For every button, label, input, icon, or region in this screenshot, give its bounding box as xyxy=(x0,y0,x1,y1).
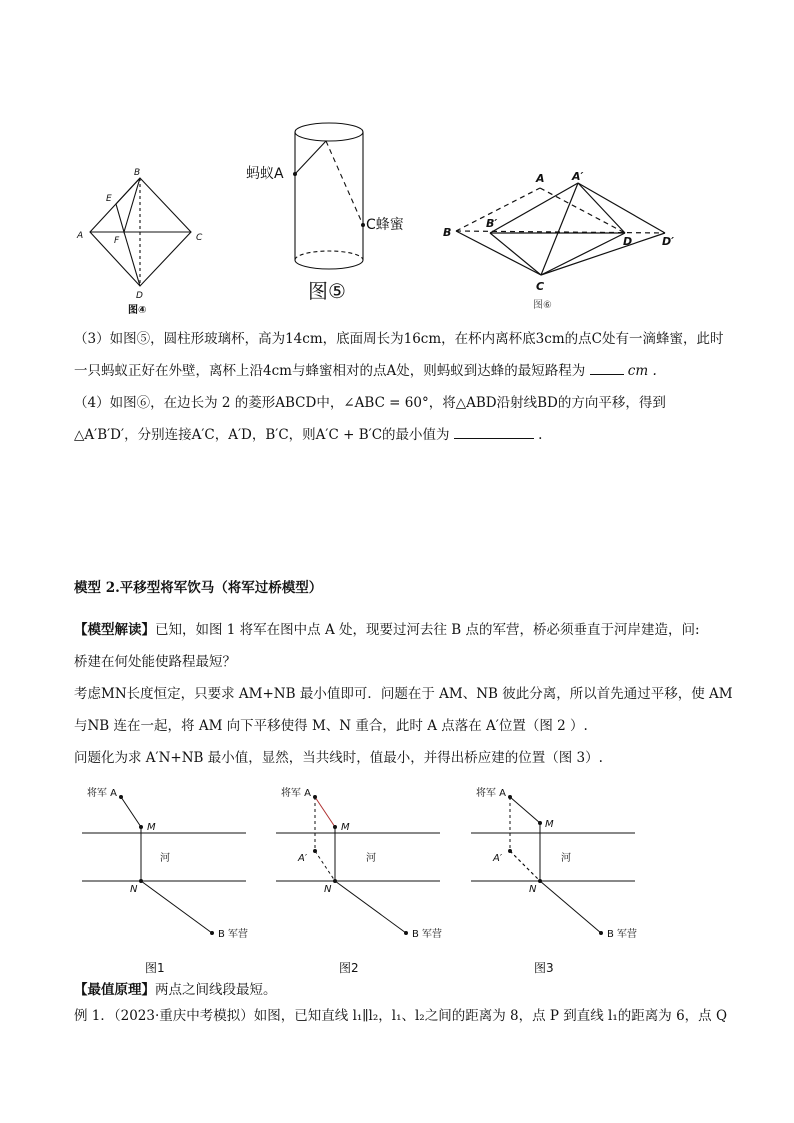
bridge-figure-1 xyxy=(82,786,248,975)
problem-4-text: △A′B′D′，分别连接A′C，A′D，B′C，则A′C + B′C的最小值为 xyxy=(74,427,450,443)
fig1-m: M xyxy=(147,822,156,833)
model-para3-line-1: 问题化为求 A′N+NB 最小值，显然，当共线时，值最小，并得出桥应建的位置（图 3）. xyxy=(74,750,603,766)
fig3-river: 河 xyxy=(561,853,571,864)
fig6-label-b: B xyxy=(443,226,452,239)
fig3-m: M xyxy=(545,819,554,830)
fig6-caption: 图⑥ xyxy=(533,300,552,311)
problem-4-end: . xyxy=(538,427,543,443)
model-2-heading: 模型 2.平移型将军饮马（将军过桥模型） xyxy=(74,580,323,596)
fig4-caption: 图④ xyxy=(128,305,147,316)
fig4-label-f: F xyxy=(114,236,120,246)
fig5-ant-label: 蚂蚁A xyxy=(246,166,284,182)
problem-3-line-1: （3）如图⑤，圆柱形玻璃杯，高为14cm，底面周长为16cm，在杯内离杯底3cm的点C处有一滴蜂蜜，此时 xyxy=(74,331,724,347)
fig2-caption: 图2 xyxy=(339,961,359,975)
fig4-label-e: E xyxy=(106,194,112,204)
problem-3-unit: cm . xyxy=(627,363,657,379)
fig2-river: 河 xyxy=(366,853,376,864)
fig1-camp: B 军营 xyxy=(218,929,249,940)
fig4-label-d: D xyxy=(136,291,143,301)
example-1-line: 例 1．（2023·重庆中考模拟）如图，已知直线 l₁∥l₂，l₁、l₂之间的距离为 8，点 P 到直线 l₁的距离为 6，点 Q xyxy=(74,1008,728,1024)
top-figures xyxy=(0,0,794,330)
fig6-label-a1: A′ xyxy=(572,170,584,183)
answer-blank-4[interactable] xyxy=(454,424,534,439)
fig2-m: M xyxy=(341,822,350,833)
model-para2-line-1: 考虑MN长度恒定，只要求 AM+NB 最小值即可．问题在于 AM、NB 彼此分离，所以首先通过平移，使 AM xyxy=(74,686,733,702)
fig5-honey-label: C蜂蜜 xyxy=(366,217,404,233)
fig2-camp: B 军营 xyxy=(412,929,443,940)
fig2-a-prime: A′ xyxy=(298,853,308,864)
fig3-n: N xyxy=(529,884,537,895)
model-reading-label: 【模型解读】 xyxy=(74,622,155,638)
fig3-a-prime: A′ xyxy=(493,853,503,864)
bridge-figure-2 xyxy=(276,786,442,975)
model-reading-text: 已知，如图 1 将军在图中点 A 处，现要过河去往 B 点的军营，桥必须垂直于河岸建造，问: xyxy=(155,622,700,638)
problem-3-text: 一只蚂蚁正好在外壁，离杯上沿4cm与蜂蜜相对的点A处，则蚂蚁到达蜂的最短路程为 xyxy=(74,363,586,379)
problem-3-line-2 xyxy=(74,355,734,387)
bridge-figures xyxy=(0,780,794,980)
fig4-label-b: B xyxy=(134,168,141,178)
fig6-label-a: A xyxy=(536,172,545,185)
fig6-label-c: C xyxy=(536,280,545,293)
fig1-n: N xyxy=(130,884,138,895)
model-para2-line-2: 与NB 连在一起，将 AM 向下平移使得 M、N 重合，此时 A 点落在 A′位置（图 2 ）. xyxy=(74,718,588,734)
fig3-general: 将军 A xyxy=(476,788,507,799)
bridge-figure-3 xyxy=(471,786,637,975)
fig1-general: 将军 A xyxy=(87,788,118,799)
fig3-caption: 图3 xyxy=(534,961,554,975)
model-reading-line-2: 桥建在何处能使路程最短？ xyxy=(74,654,236,670)
fig6-label-d: D xyxy=(623,235,633,248)
fig1-river: 河 xyxy=(160,853,170,864)
fig5-caption: 图⑤ xyxy=(308,279,346,303)
fig4-label-c: C xyxy=(196,233,203,243)
problem-4-line-1: （4）如图⑥，在边长为 2 的菱形ABCD中，∠ABC = 60°，将△ABD沿射线BD的方向平移，得到 xyxy=(74,395,666,411)
fig3-camp: B 军营 xyxy=(607,929,638,940)
fig1-caption: 图1 xyxy=(145,961,165,975)
model-reading-line-1 xyxy=(74,614,734,646)
fig2-n: N xyxy=(324,884,332,895)
principle-text: 两点之间线段最短。 xyxy=(155,982,277,998)
fig4-label-a: A xyxy=(77,231,84,241)
fig6-label-d1: D′ xyxy=(662,235,675,248)
principle-label: 【最值原理】 xyxy=(74,982,155,998)
problem-4-line-2 xyxy=(74,419,734,451)
fig6-label-b1: B′ xyxy=(486,217,498,230)
fig2-general: 将军 A xyxy=(281,788,312,799)
answer-blank-3[interactable] xyxy=(590,360,624,375)
figure-5 xyxy=(295,123,363,269)
